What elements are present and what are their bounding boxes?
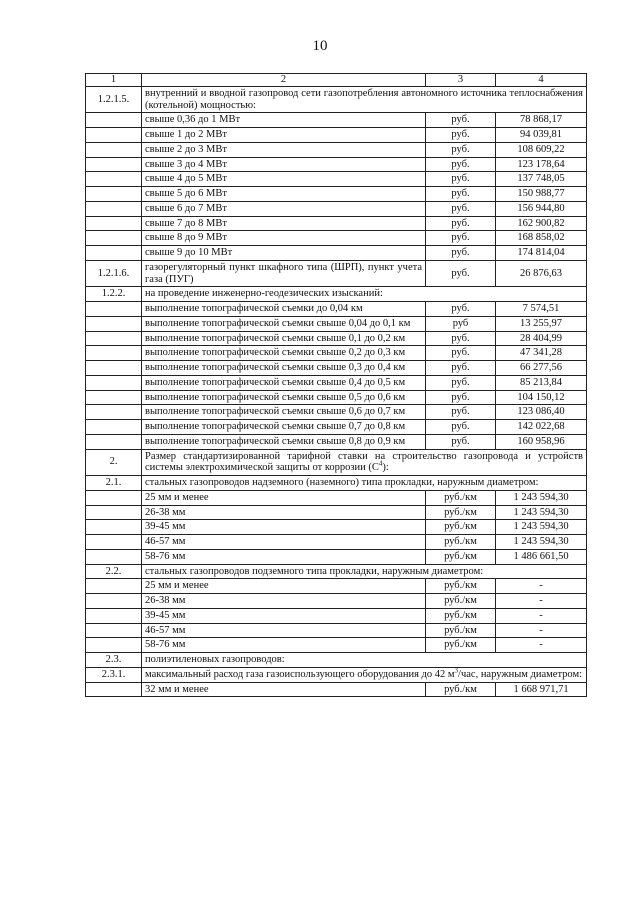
row-value: 108 609,22 [496,142,587,157]
row-number [86,346,142,361]
section-text-sup: 3 [454,666,459,675]
row-description: свыше 6 до 7 МВт [142,201,426,216]
row-number [86,375,142,390]
row-unit: руб./км [426,535,496,550]
section-text-sup: 4 [378,459,383,468]
row-unit: руб. [426,113,496,128]
table-row [86,638,587,653]
row-value: 160 958,96 [496,434,587,449]
section-text [142,476,587,491]
row-value: 104 150,12 [496,390,587,405]
row-number [86,172,142,187]
section-row [86,667,587,682]
header-col-4: 4 [496,74,587,87]
row-unit: руб./км [426,594,496,609]
table-row [86,490,587,505]
row-number [86,505,142,520]
row-description: выполнение топографической съемки свыше 0,1 до 0,2 км [142,331,426,346]
table-row [86,434,587,449]
row-number: 1.2.1.5. [86,86,142,113]
section-row [86,86,587,113]
row-value: 174 814,04 [496,246,587,261]
row-description: 25 мм и менее [142,579,426,594]
table-row [86,420,587,435]
row-number: 2.3. [86,653,142,668]
row-number: 2.2. [86,564,142,579]
table-row [86,520,587,535]
section-text-main: максимальный расход газа газоиспользующего оборудования до 42 м [145,668,455,680]
row-unit: руб [426,316,496,331]
table-row [86,231,587,246]
row-unit: руб. [426,361,496,376]
row-value: 28 404,99 [496,331,587,346]
row-description: выполнение топографической съемки свыше 0,7 до 0,8 км [142,420,426,435]
row-number [86,594,142,609]
table-row [86,375,587,390]
table-row [86,302,587,317]
row-value: 13 255,97 [496,316,587,331]
section-text [142,653,587,668]
row-number: 2.3.1. [86,667,142,682]
row-description: выполнение топографической съемки свыше 0,6 до 0,7 км [142,405,426,420]
table-row [86,331,587,346]
table-row [86,361,587,376]
row-description: 58-76 мм [142,638,426,653]
row-number [86,316,142,331]
section-text-tail: /час, наружным диаметром: [458,668,583,680]
row-value: 137 748,05 [496,172,587,187]
row-number [86,490,142,505]
row-description: свыше 1 до 2 МВт [142,128,426,143]
table-row [86,187,587,202]
section-text-main: полиэтиленовых газопроводов: [145,654,285,665]
table-row [86,608,587,623]
row-number [86,187,142,202]
row-unit: руб. [426,390,496,405]
row-value: 1 243 594,30 [496,505,587,520]
row-description: выполнение топографической съемки свыше 0,04 до 0,1 км [142,316,426,331]
row-number: 1.2.2. [86,287,142,302]
table-row [86,390,587,405]
table-row [86,260,587,287]
table-row [86,579,587,594]
table-row [86,405,587,420]
row-value: - [496,638,587,653]
section-row [86,287,587,302]
section-text [142,86,587,113]
row-unit: руб. [426,434,496,449]
row-unit: руб. [426,420,496,435]
row-description: 39-45 мм [142,608,426,623]
row-value: 142 022,68 [496,420,587,435]
section-row [86,653,587,668]
section-text-tail: ): [382,462,389,474]
section-text [142,287,587,302]
row-unit: руб. [426,187,496,202]
row-description: 46-57 мм [142,535,426,550]
row-number [86,201,142,216]
table-row [86,549,587,564]
row-description: 46-57 мм [142,623,426,638]
row-description: свыше 7 до 8 МВт [142,216,426,231]
row-unit: руб. [426,260,496,287]
row-value: 47 341,28 [496,346,587,361]
row-value: 150 988,77 [496,187,587,202]
row-description: газорегуляторный пункт шкафного типа (ШРП), пункт учета газа (ПУГ) [142,260,426,287]
row-value: 85 213,84 [496,375,587,390]
row-unit: руб. [426,331,496,346]
row-value: 1 668 971,71 [496,682,587,697]
row-description: свыше 4 до 5 МВт [142,172,426,187]
table-row [86,623,587,638]
row-value: 7 574,51 [496,302,587,317]
section-row [86,449,587,476]
row-unit: руб./км [426,682,496,697]
table-row [86,246,587,261]
table-header-row [86,74,587,87]
row-number [86,623,142,638]
row-description: 39-45 мм [142,520,426,535]
row-unit: руб. [426,128,496,143]
row-value: 1 243 594,30 [496,520,587,535]
row-number [86,231,142,246]
row-number [86,113,142,128]
row-unit: руб./км [426,490,496,505]
table-row [86,157,587,172]
row-number [86,216,142,231]
table-row [86,128,587,143]
row-description: выполнение топографической съемки свыше 0,3 до 0,4 км [142,361,426,376]
row-unit: руб. [426,302,496,317]
row-description: 26-38 мм [142,505,426,520]
table-row [86,682,587,697]
row-description: свыше 2 до 3 МВт [142,142,426,157]
row-number [86,128,142,143]
section-text [142,564,587,579]
row-number [86,434,142,449]
section-text-main: Размер стандартизированной тарифной ставки на строительство газопровода и устройств системы электрохимической защиты от коррозии (С [145,450,583,474]
row-unit: руб. [426,246,496,261]
row-description: 58-76 мм [142,549,426,564]
row-description: выполнение топографической съемки до 0,04 км [142,302,426,317]
row-number [86,638,142,653]
row-value: 1 243 594,30 [496,535,587,550]
row-value: 156 944,80 [496,201,587,216]
row-description: выполнение топографической съемки свыше 0,5 до 0,6 км [142,390,426,405]
section-text-main: внутренний и вводной газопровод сети газопотребления автономного источника теплоснабжения (котельной) мощностью: [145,87,583,111]
row-value: - [496,594,587,609]
section-text [142,667,587,682]
row-unit: руб. [426,142,496,157]
row-number [86,520,142,535]
row-unit: руб./км [426,520,496,535]
row-value: 1 486 661,50 [496,549,587,564]
row-number: 2.1. [86,476,142,491]
row-value: 162 900,82 [496,216,587,231]
row-value: 26 876,63 [496,260,587,287]
row-description: выполнение топографической съемки свыше 0,4 до 0,5 км [142,375,426,390]
table-row [86,594,587,609]
header-col-3: 3 [426,74,496,87]
row-value: 78 868,17 [496,113,587,128]
table-row [86,316,587,331]
row-value: 94 039,81 [496,128,587,143]
table-row [86,216,587,231]
row-description: свыше 9 до 10 МВт [142,246,426,261]
row-unit: руб./км [426,608,496,623]
row-number [86,405,142,420]
page-number: 10 [312,38,328,54]
row-number [86,302,142,317]
row-description: свыше 5 до 6 МВт [142,187,426,202]
row-number [86,142,142,157]
row-unit: руб. [426,375,496,390]
row-unit: руб./км [426,549,496,564]
row-description: выполнение топографической съемки свыше 0,2 до 0,3 км [142,346,426,361]
row-description: свыше 0,36 до 1 МВт [142,113,426,128]
row-unit: руб./км [426,638,496,653]
row-unit: руб. [426,346,496,361]
row-number [86,331,142,346]
row-description: 32 мм и менее [142,682,426,697]
row-unit: руб. [426,405,496,420]
row-description: свыше 8 до 9 МВт [142,231,426,246]
section-text-main: стальных газопроводов подземного типа прокладки, наружным диаметром: [145,565,484,577]
row-description: выполнение топографической съемки свыше 0,8 до 0,9 км [142,434,426,449]
row-number [86,682,142,697]
row-description: 26-38 мм [142,594,426,609]
row-unit: руб./км [426,579,496,594]
section-row [86,476,587,491]
section-text-main: на проведение инженерно-геодезических изысканий: [145,288,383,300]
table-row [86,142,587,157]
section-text-main: стальных газопроводов надземного (наземного) типа прокладки, наружным диаметром: [145,477,539,488]
section-text [142,449,587,476]
table-row [86,535,587,550]
row-unit: руб. [426,172,496,187]
row-description: 25 мм и менее [142,490,426,505]
table-row [86,113,587,128]
row-number: 2. [86,449,142,476]
row-unit: руб. [426,216,496,231]
section-row [86,564,587,579]
row-number [86,420,142,435]
row-number: 1.2.1.6. [86,260,142,287]
table-row [86,201,587,216]
row-value: 123 178,64 [496,157,587,172]
row-value: 1 243 594,30 [496,490,587,505]
row-value: - [496,608,587,623]
table-row [86,505,587,520]
row-number [86,549,142,564]
row-value: 123 086,40 [496,405,587,420]
row-value: - [496,623,587,638]
header-col-1: 1 [86,74,142,87]
header-col-2: 2 [142,74,426,87]
row-unit: руб. [426,201,496,216]
tariff-table [85,73,587,697]
row-number [86,390,142,405]
row-number [86,579,142,594]
row-unit: руб. [426,231,496,246]
row-unit: руб./км [426,505,496,520]
row-number [86,246,142,261]
row-number [86,535,142,550]
row-value: 168 858,02 [496,231,587,246]
row-description: свыше 3 до 4 МВт [142,157,426,172]
row-number [86,608,142,623]
row-number [86,361,142,376]
row-number [86,157,142,172]
row-value: 66 277,56 [496,361,587,376]
row-unit: руб. [426,157,496,172]
row-value: - [496,579,587,594]
table-row [86,346,587,361]
row-unit: руб./км [426,623,496,638]
table-row [86,172,587,187]
